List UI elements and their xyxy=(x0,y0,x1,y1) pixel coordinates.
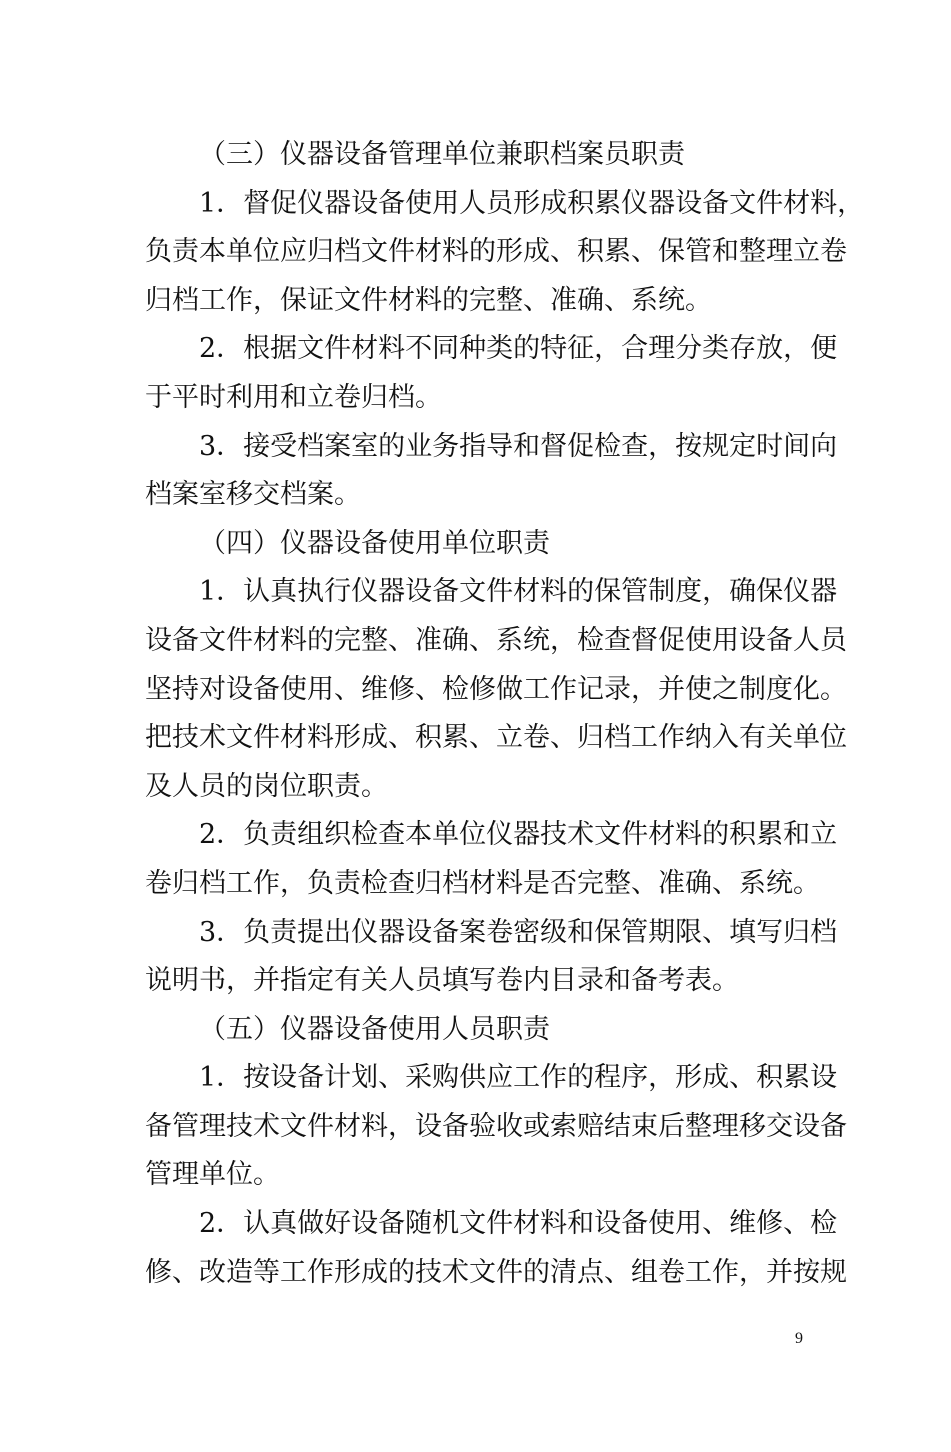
list-item-continuation: 修、改造等工作形成的技术文件的清点、组卷工作，并按规 xyxy=(145,1256,847,1288)
list-item: 2．认真做好设备随机文件材料和设备使用、维修、检 xyxy=(199,1208,838,1240)
list-item-continuation: 管理单位。 xyxy=(145,1159,280,1191)
list-item-continuation: 把技术文件材料形成、积累、立卷、归档工作纳入有关单位 xyxy=(145,722,847,754)
section-heading-3: （三）仪器设备管理单位兼职档案员职责 xyxy=(199,139,685,170)
list-item-continuation: 归档工作，保证文件材料的完整、准确、系统。 xyxy=(145,284,712,316)
list-item-continuation: 负责本单位应归档文件材料的形成、积累、保管和整理立卷 xyxy=(145,236,847,268)
list-item: 3．接受档案室的业务指导和督促检查，按规定时间向 xyxy=(199,430,838,462)
list-item: 2．负责组织检查本单位仪器技术文件材料的积累和立 xyxy=(199,819,838,851)
document-body xyxy=(145,131,865,1297)
list-item-continuation: 档案室移交档案。 xyxy=(145,479,361,511)
list-item-continuation: 说明书，并指定有关人员填写卷内目录和备考表。 xyxy=(145,965,739,997)
list-item: 3．负责提出仪器设备案卷密级和保管期限、填写归档 xyxy=(199,916,838,948)
list-item: 1．督促仪器设备使用人员形成积累仪器设备文件材料， xyxy=(199,187,865,219)
list-item-continuation: 坚持对设备使用、维修、检修做工作记录，并使之制度化。 xyxy=(145,673,847,705)
list-item-continuation: 卷归档工作，负责检查归档材料是否完整、准确、系统。 xyxy=(145,867,820,899)
list-item: 1．按设备计划、采购供应工作的程序，形成、积累设 xyxy=(199,1062,838,1094)
page-number: 9 xyxy=(795,1330,803,1347)
list-item-continuation: 设备文件材料的完整、准确、系统，检查督促使用设备人员 xyxy=(145,624,847,656)
section-heading-5: （五）仪器设备使用人员职责 xyxy=(199,1013,550,1045)
list-item-continuation: 于平时利用和立卷归档。 xyxy=(145,381,442,413)
list-item-continuation: 及人员的岗位职责。 xyxy=(145,770,388,802)
list-item-continuation: 备管理技术文件材料，设备验收或索赔结束后整理移交设备 xyxy=(145,1110,847,1142)
section-heading-4: （四）仪器设备使用单位职责 xyxy=(199,527,550,559)
list-item: 2．根据文件材料不同种类的特征，合理分类存放，便 xyxy=(199,333,838,365)
list-item: 1．认真执行仪器设备文件材料的保管制度，确保仪器 xyxy=(199,576,838,608)
